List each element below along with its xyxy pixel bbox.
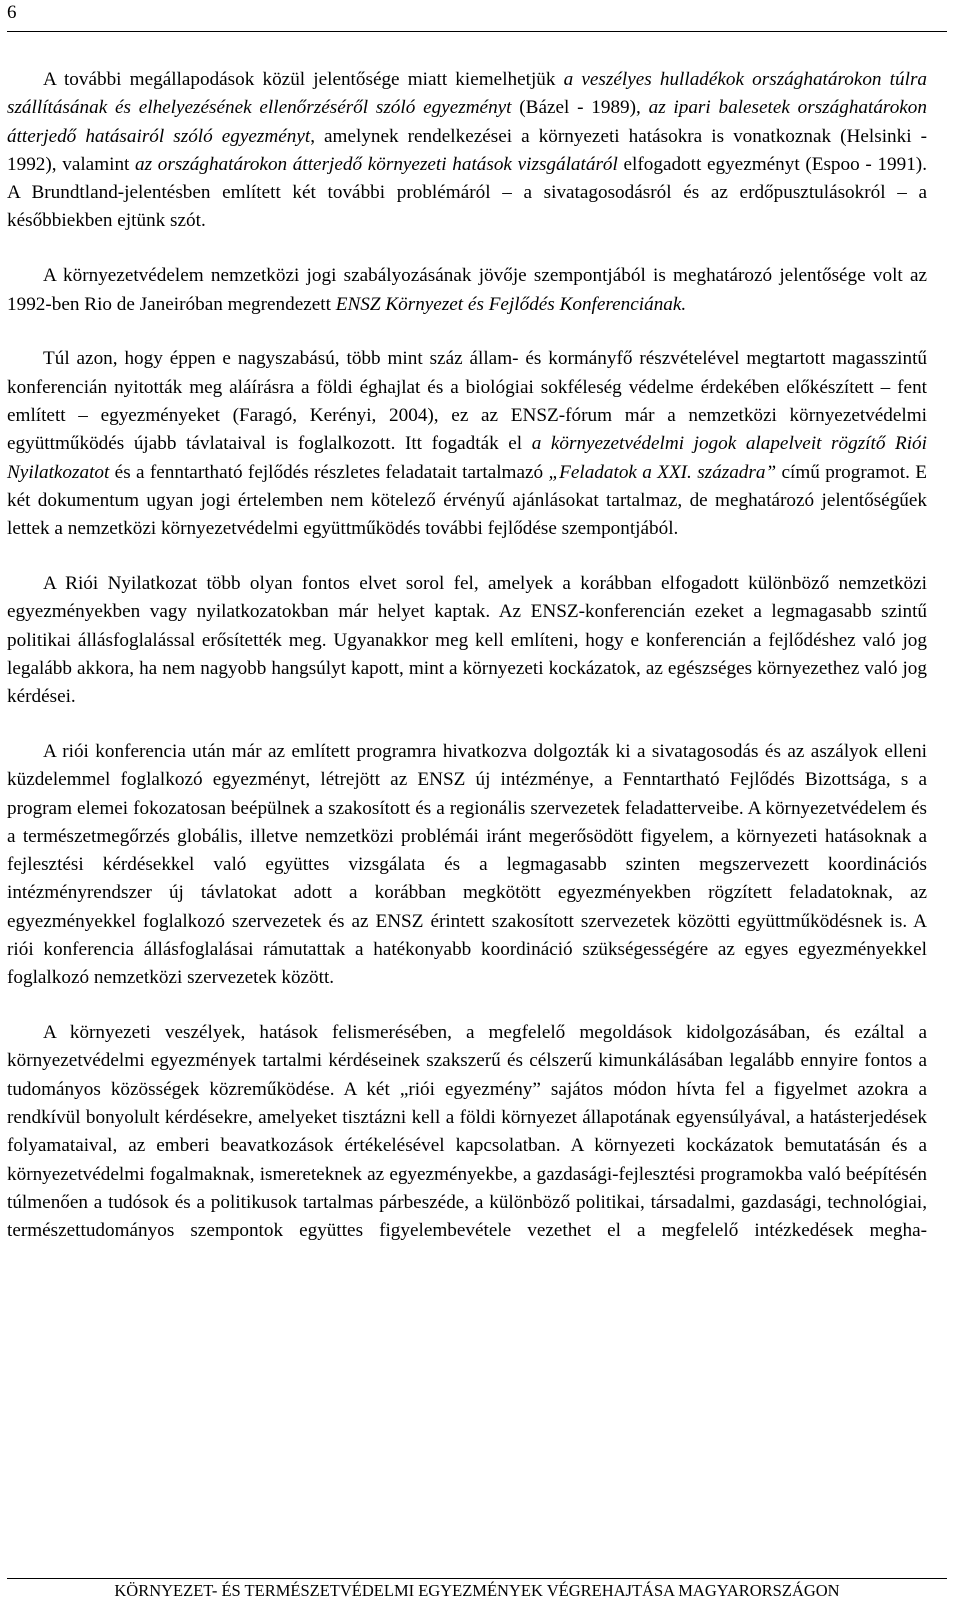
p2-italic-1: ENSZ Környezet és Fejlődés Konferenciának. [335, 293, 687, 315]
p1-italic-1: a veszélyes hulladékok országhatárokon túlra szállításának és elhelyezésének ellenőrzéséről szóló egyezményt [7, 69, 927, 119]
footer-rule [7, 1578, 947, 1579]
p2-text-1: A környezetvédelem nemzetközi jogi szabályozásának jövője szempontjából is meghatározó jelentősége volt az 1992-ben Rio de Janeiróban megrendezett [7, 265, 927, 315]
p3-italic-1: a környezetvédelmi jogok alapelveit rögzítő Riói Nyilatkozatot [7, 433, 927, 483]
running-footer: KÖRNYEZET- ÉS TERMÉSZETVÉDELMI EGYEZMÉNYEK VÉGREHAJTÁSA MAGYARORSZÁGON [114, 1581, 840, 1600]
p1-text-4: elfogadott egyezményt (Espoo - 1991). A Brundtland-jelentésben említett két további problémáról – a sivatagosodásról és az erdőpusztulásokról – a későbbiekben ejtünk szót. [7, 153, 927, 232]
p1-italic-2: az ipari balesetek országhatárokon átterjedő hatásairól szóló egyezményt [7, 97, 927, 147]
page-number: 6 [7, 2, 17, 23]
p1-text-2: (Bázel - 1989), [511, 97, 649, 119]
paragraph-4 [7, 570, 927, 711]
p3-text-2: és a fenntartható fejlődés részletes feladatait tartalmazó [109, 461, 549, 483]
paragraph-1 [7, 66, 927, 236]
paragraph-5 [7, 738, 927, 993]
paragraph-3 [7, 345, 927, 543]
paragraph-2 [7, 262, 927, 319]
p1-italic-3: az országhatárokon átterjedő környezeti hatások vizsgálatáról [135, 153, 618, 175]
header-rule [7, 31, 947, 32]
body-text [7, 66, 927, 1245]
p6-text-1: A környezeti veszélyek, hatások felismerésében, a megfelelő megoldások kidolgozásában, és ezáltal a környezetvédelmi egyezmények tartalmi kérdéseinek szakszerű és célszerű kimunkálásában legalább ennyire fontos a tudományos közösségek közreműködése. A két „riói egyezmény” sajátos módon hívta fel a figyelmet azokra a rendkívül bonyolult kérdésekre, amelyeket tisztázni kell a földi környezet állapotának egyensúlyával, a hatásterjedések folyamataival, az emberi beavatkozások értékelésével kapcsolatban. A környezeti kockázatok bemutatásán és a környezetvédelmi fogalmaknak, ismereteknek az egyezményekbe, a gazdasági-fejlesztési programokba való beépítésén túlmenően a tudósok és a politikusok tartalmas párbeszéde, a különböző politikai, társadalmi, gazdasági, technológiai, természettudományos szempontok együttes figyelembevétele vezethet el a megfelelő intézkedések megha- [7, 1022, 927, 1242]
paragraph-6 [7, 1019, 927, 1245]
p1-text-3: , amelynek rendelkezései a környezeti hatásokra is vonatkoznak (Helsinki - 1992), valamint [7, 125, 927, 175]
p3-italic-2: „Feladatok a XXI. századra” [548, 461, 777, 483]
p5-text-1: A riói konferencia után már az említett programra hivatkozva dolgozták ki a sivatagosodás és az aszályok elleni küzdelemmel foglalkozó egyezményt, létrejött az ENSZ új intézménye, a Fenntartható Fejlődés Bizottsága, s a program elemei fokozatosan beépülnek a szakosított és a regionális szervezetek feladatterveibe. A környezetvédelem és a természetmegőrzés globális, illetve nemzetközi problémái iránt megerősödött figyelem, a környezeti hatásoknak a fejlesztési kérdésekkel való együttes vizsgálata és a legmagasabb szinten megszervezett koordinációs intézményrendszer új távlatokat adott a korábban megkötött egyezményekben rögzített feladatoknak, az egyezményekkel foglalkozó szervezetek és az ENSZ érintett szakosított szervezetek közötti együttműködésnek is. A riói konferencia állásfoglalásai rámutattak a hatékonyabb koordináció szükségességére az egyes egyezményekkel foglalkozó nemzetközi szervezetek között. [7, 740, 927, 989]
p1-text-1: A további megállapodások közül jelentősége miatt kiemelhetjük [43, 69, 564, 90]
p4-text-1: A Riói Nyilatkozat több olyan fontos elvet sorol fel, amelyek a korábban elfogadott különböző nemzetközi egyezményekben vagy nyilatkozatokban már helyet kaptak. Az ENSZ-konferencián ezeket a legmagasabb szintű politikai állásfoglalással erősítették meg. Ugyanakkor meg kell említeni, hogy e konferencián a fejlődéshez való jog legalább akkora, ha nem nagyobb hangsúlyt kapott, mint a környezeti kockázatok, az egészséges környezethez való jog kérdései. [7, 572, 927, 708]
p3-text-1: Túl azon, hogy éppen e nagyszabású, több mint száz állam- és kormányfő részvételével megtartott magasszintű konferencián nyitották meg aláírásra a földi éghajlat és a biológiai sokféleség védelme érdekében előkészített – fent említett – egyezményeket (Faragó, Kerényi, 2004), ez az ENSZ-fórum már a nemzetközi környezetvédelmi együttműködés újabb távlataival is foglalkozott. Itt fogadták el [7, 348, 927, 455]
p3-text-3: című programot. E két dokumentum ugyan jogi értelemben nem kötelező érvényű ajánlásokat tartalmaz, de meghatározó jelentőségűek lettek a nemzetközi környezetvédelmi együttműködés további fejlődése szempontjából. [7, 461, 927, 540]
